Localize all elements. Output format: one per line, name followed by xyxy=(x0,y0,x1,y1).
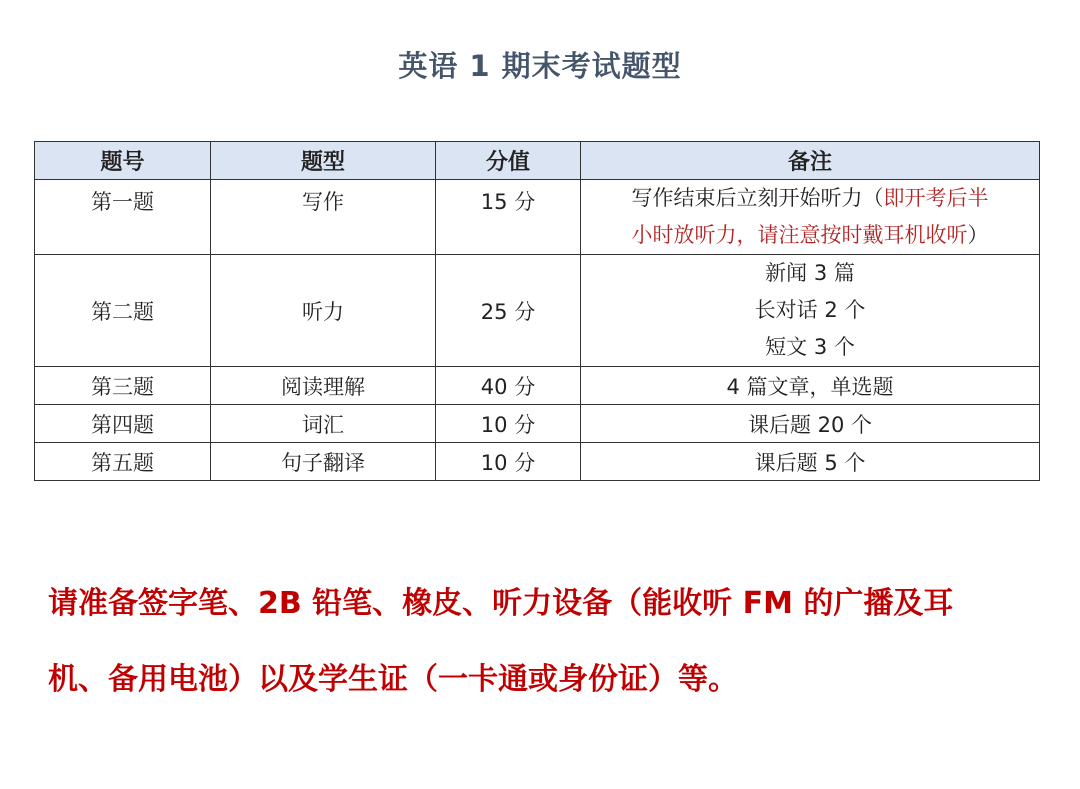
cell-score: 15 分 xyxy=(436,180,581,255)
reminder-line: 请准备签字笔、2B 铅笔、橡皮、听力设备（能收听 FM 的广播及耳 xyxy=(48,586,954,621)
cell-number: 第五题 xyxy=(35,443,211,481)
note-warning-text: 即开考后半 xyxy=(883,186,989,210)
note-warning-text-cont: 小时放听力，请注意按时戴耳机收听 xyxy=(631,223,968,247)
table-row xyxy=(35,443,1040,481)
cell-score: 10 分 xyxy=(436,405,581,443)
cell-type: 写作 xyxy=(211,180,436,255)
header-number: 题号 xyxy=(35,142,211,180)
cell-number: 第二题 xyxy=(35,255,211,367)
cell-number: 第一题 xyxy=(35,180,211,255)
cell-type: 阅读理解 xyxy=(211,367,436,405)
table-row xyxy=(35,180,1040,255)
cell-score: 25 分 xyxy=(436,255,581,367)
cell-note: 4 篇文章，单选题 xyxy=(581,367,1040,405)
table-header-row xyxy=(35,142,1040,180)
cell-type: 句子翻译 xyxy=(211,443,436,481)
note-text: 写作结束后立刻开始听力（ xyxy=(631,186,884,210)
header-score: 分值 xyxy=(436,142,581,180)
cell-score: 40 分 xyxy=(436,367,581,405)
table-row xyxy=(35,367,1040,405)
table-row xyxy=(35,255,1040,367)
cell-note: 课后题 5 个 xyxy=(581,443,1040,481)
note-text-end: ） xyxy=(967,223,989,247)
note-line: 短文 3 个 xyxy=(765,335,855,359)
cell-number: 第三题 xyxy=(35,367,211,405)
reminder-line: 机、备用电池）以及学生证（一卡通或身份证）等。 xyxy=(48,662,738,697)
exam-supplies-reminder xyxy=(48,566,1048,718)
page-title: 英语 1 期末考试题型 xyxy=(398,49,682,83)
cell-note xyxy=(581,180,1040,255)
exam-format-table xyxy=(34,141,1040,481)
header-type: 题型 xyxy=(211,142,436,180)
cell-note xyxy=(581,255,1040,367)
note-line: 长对话 2 个 xyxy=(754,298,866,322)
table-row xyxy=(35,405,1040,443)
cell-type: 词汇 xyxy=(211,405,436,443)
cell-number: 第四题 xyxy=(35,405,211,443)
cell-score: 10 分 xyxy=(436,443,581,481)
cell-note: 课后题 20 个 xyxy=(581,405,1040,443)
note-line: 新闻 3 篇 xyxy=(765,261,855,285)
cell-type: 听力 xyxy=(211,255,436,367)
header-note: 备注 xyxy=(581,142,1040,180)
